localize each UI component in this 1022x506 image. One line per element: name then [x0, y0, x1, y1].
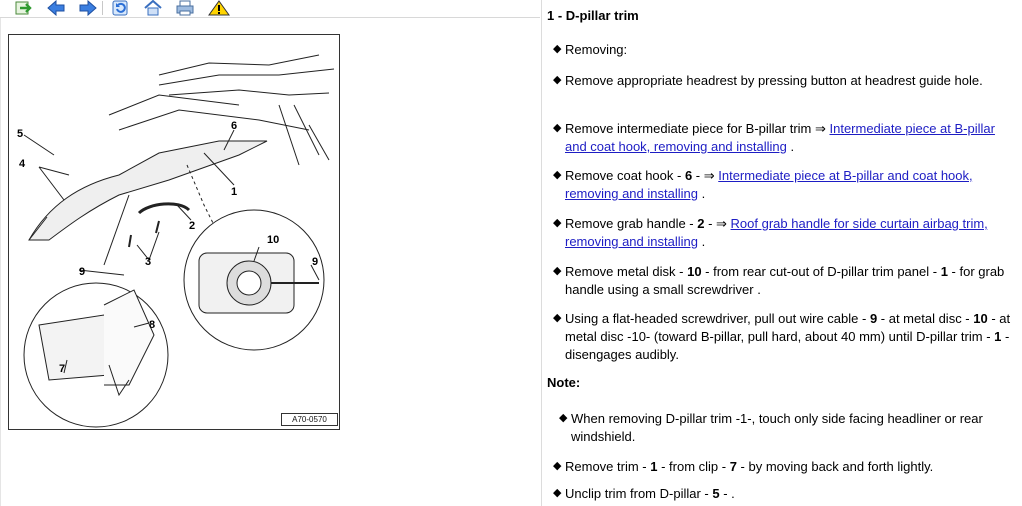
fig-label-7: 7 [59, 363, 66, 375]
step-grab-handle [553, 215, 1015, 251]
fig-label-6: 6 [231, 120, 238, 132]
print-icon[interactable] [175, 0, 195, 16]
fig-label-3: 3 [145, 256, 152, 268]
fig-label-5: 5 [17, 128, 24, 140]
note-heading: Note: [547, 375, 581, 390]
fig-label-9-right: 9 [312, 256, 319, 268]
step-remove-trim [553, 458, 1015, 476]
step-text: Using a flat-headed screwdriver, pull out wire cable - 9 - at metal disc - 10 - at metal disc -10- (toward B-pillar, pull hard, about 40 mm) until D-pillar trim - 1 - disengages audibly. [565, 311, 1011, 362]
step-metal-disk [553, 263, 1015, 299]
bullet-icon: ◆ [559, 412, 568, 424]
bullet-icon: ◆ [553, 74, 562, 86]
d-pillar-illustration [9, 35, 339, 429]
fig-label-10: 10 [267, 234, 280, 246]
warning-icon[interactable] [208, 0, 228, 16]
refresh-icon[interactable] [111, 0, 131, 16]
pane-divider[interactable] [541, 0, 542, 506]
step-text: Removing: [565, 42, 628, 57]
bullet-icon: ◆ [553, 460, 562, 472]
bullet-icon: ◆ [553, 169, 562, 181]
step-wire-cable [553, 310, 1015, 364]
step-removing [553, 41, 1015, 59]
bullet-icon: ◆ [553, 217, 562, 229]
step-text: Remove metal disk - 10 - from rear cut-out of D-pillar trim panel - 1 - for grab handle using a small screwdriver . [565, 264, 1005, 297]
fig-label-2: 2 [189, 220, 196, 232]
forward-arrow-icon[interactable] [78, 0, 98, 16]
bullet-icon: ◆ [553, 122, 562, 134]
step-text: Remove grab handle - 2 - ⇒ Roof grab handle for side curtain airbag trim, removing and installing . [565, 216, 988, 249]
step-text: Remove appropriate headrest by pressing button at headrest guide hole. [565, 73, 983, 88]
fig-label-4: 4 [19, 158, 26, 170]
back-arrow-icon[interactable] [46, 0, 66, 16]
fig-label-1: 1 [231, 186, 238, 198]
fig-label-8: 8 [149, 319, 156, 331]
document-pane [547, 0, 1022, 506]
link-intermediate-piece[interactable]: Intermediate piece at B-pillar and coat hook, removing and installing [565, 121, 995, 154]
step-text: Remove coat hook - 6 - ⇒ Intermediate piece at B-pillar and coat hook, removing and installing . [565, 168, 973, 201]
link-coat-hook[interactable]: Intermediate piece at B-pillar and coat hook, removing and installing [565, 168, 973, 201]
section-title: 1 - D-pillar trim [547, 8, 639, 23]
bullet-icon: ◆ [553, 487, 562, 499]
note-touch-side [559, 410, 1015, 446]
step-unclip-trim [553, 485, 1015, 503]
toolbar-divider [102, 1, 103, 15]
link-roof-grab-handle[interactable]: Roof grab handle for side curtain airbag trim, removing and installing [565, 216, 988, 249]
bullet-icon: ◆ [553, 312, 562, 324]
step-text: Remove intermediate piece for B-pillar trim ⇒ Intermediate piece at B-pillar and coat hook, removing and installing . [565, 121, 995, 154]
note-text: When removing D-pillar trim -1-, touch only side facing headliner or rear windshield. [571, 411, 983, 444]
step-headrest [553, 72, 1015, 90]
figure-code: A70-0570 [281, 413, 338, 426]
fig-label-9-left: 9 [79, 266, 86, 278]
step-text: Unclip trim from D-pillar - 5 - . [565, 486, 735, 501]
toolbar [0, 0, 540, 18]
step-intermediate-piece [553, 120, 1015, 156]
bullet-icon: ◆ [553, 265, 562, 277]
export-icon[interactable] [14, 0, 34, 16]
home-icon[interactable] [143, 0, 163, 16]
step-coat-hook [553, 167, 1015, 203]
step-text: Remove trim - 1 - from clip - 7 - by moving back and forth lightly. [565, 459, 934, 474]
bullet-icon: ◆ [553, 43, 562, 55]
diagram-figure [8, 34, 340, 430]
left-pane-edge [0, 18, 1, 506]
